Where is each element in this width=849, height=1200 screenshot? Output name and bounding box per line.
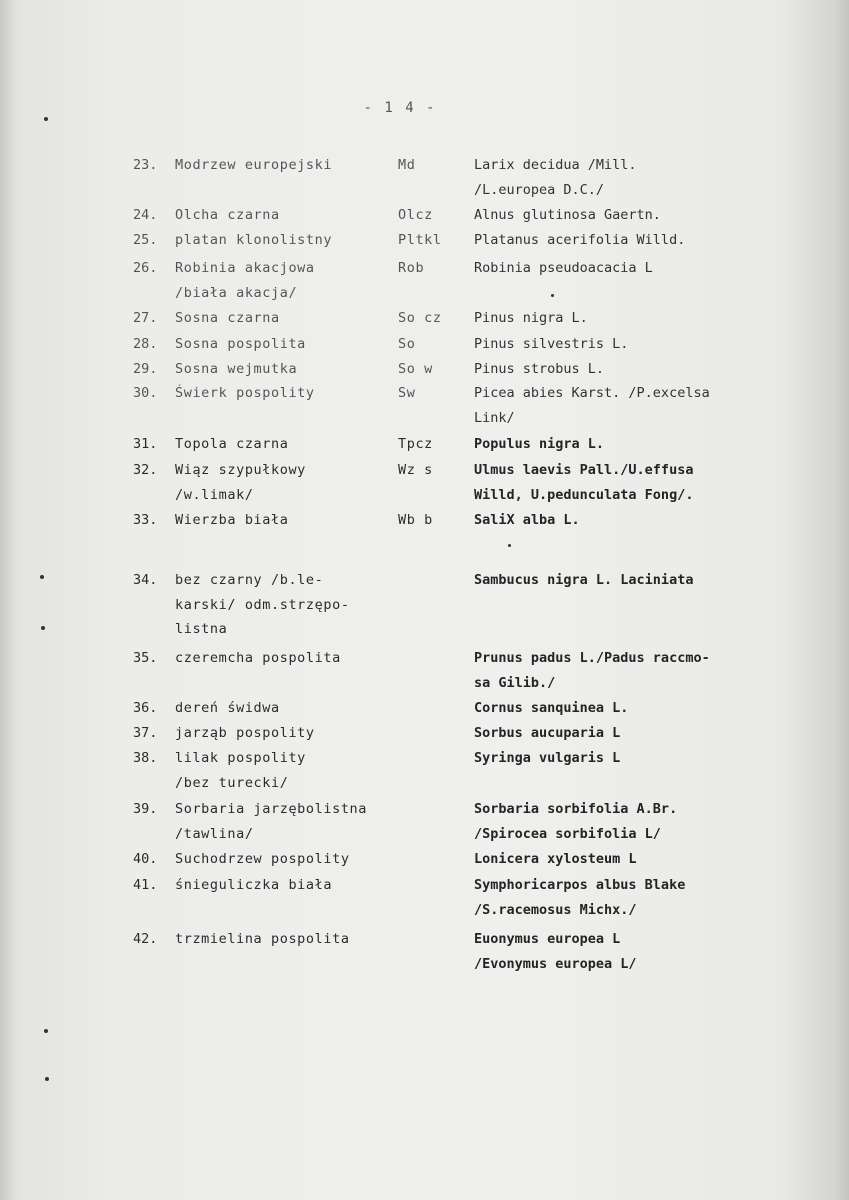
abbreviation: Rob <box>398 260 425 276</box>
latin-name: Symphoricarpos albus Blake /S.racemosus Michx./ <box>474 877 686 918</box>
polish-name: Wiąz szypułkowy /w.limak/ <box>175 462 306 503</box>
abbreviation: Olcz <box>398 207 433 223</box>
latin-name: Picea abies Karst. /P.excelsa Link/ <box>474 385 710 426</box>
entry-number: 42. <box>133 931 158 947</box>
polish-name: Sosna pospolita <box>175 336 306 352</box>
polish-name: Olcha czarna <box>175 207 280 223</box>
entry-number: 27. <box>133 310 158 326</box>
latin-name: Euonymus europea L /Evonymus europea L/ <box>474 931 637 972</box>
latin-name: Pinus nigra L. <box>474 310 588 326</box>
scan-speck <box>508 544 511 547</box>
latin-name: Larix decidua /Mill. /L.europea D.C./ <box>474 157 637 198</box>
abbreviation: So <box>398 336 416 352</box>
entry-number: 31. <box>133 436 158 452</box>
entry-number: 26. <box>133 260 158 276</box>
latin-name: Populus nigra L. <box>474 436 605 452</box>
latin-name: Sambucus nigra L. Laciniata <box>474 572 694 588</box>
entry-number: 35. <box>133 650 158 666</box>
entry-number: 34. <box>133 572 158 588</box>
polish-name: trzmielina pospolita <box>175 931 350 947</box>
entry-number: 25. <box>133 232 158 248</box>
polish-name: Świerk pospolity <box>175 385 315 401</box>
latin-name: Sorbaria sorbifolia A.Br. /Spirocea sorbifolia L/ <box>474 801 678 842</box>
polish-name: Topola czarna <box>175 436 289 452</box>
entry-number: 33. <box>133 512 158 528</box>
entry-number: 39. <box>133 801 158 817</box>
polish-name: jarząb pospolity <box>175 725 315 741</box>
entry-number: 24. <box>133 207 158 223</box>
latin-name: Platanus acerifolia Willd. <box>474 232 686 248</box>
polish-name: dereń świdwa <box>175 700 280 716</box>
polish-name: Wierzba biała <box>175 512 289 528</box>
abbreviation: So cz <box>398 310 442 326</box>
latin-name: Syringa vulgaris L <box>474 750 621 766</box>
entry-number: 38. <box>133 750 158 766</box>
polish-name: platan klonolistny <box>175 232 333 248</box>
latin-name: Robinia pseudoacacia L <box>474 260 653 276</box>
abbreviation: Pltkl <box>398 232 442 248</box>
polish-name: Suchodrzew pospolity <box>175 851 350 867</box>
entry-number: 36. <box>133 700 158 716</box>
scan-speck <box>40 575 44 579</box>
latin-name: Cornus sanquinea L. <box>474 700 629 716</box>
latin-name: Prunus padus L./Padus raccmo- sa Gilib./ <box>474 650 710 691</box>
polish-name: bez czarny /b.le- karski/ odm.strzępo- listna <box>175 572 350 637</box>
entry-number: 37. <box>133 725 158 741</box>
latin-name: Ulmus laevis Pall./U.effusa Willd, U.pedunculata Fong/. <box>474 462 694 503</box>
polish-name: Sosna wejmutka <box>175 361 298 377</box>
scan-speck <box>41 626 45 630</box>
abbreviation: Wb b <box>398 512 433 528</box>
latin-name: SaliX alba L. <box>474 512 580 528</box>
scan-speck <box>44 1029 48 1033</box>
abbreviation: So w <box>398 361 433 377</box>
latin-name: Sorbus aucuparia L <box>474 725 621 741</box>
entry-number: 28. <box>133 336 158 352</box>
polish-name: Sosna czarna <box>175 310 280 326</box>
abbreviation: Md <box>398 157 416 173</box>
polish-name: czeremcha pospolita <box>175 650 341 666</box>
scan-speck <box>44 117 48 121</box>
polish-name: Modrzew europejski <box>175 157 333 173</box>
abbreviation: Sw <box>398 385 416 401</box>
entry-number: 40. <box>133 851 158 867</box>
polish-name: lilak pospolity /bez turecki/ <box>175 750 306 791</box>
polish-name: śnieguliczka biała <box>175 877 333 893</box>
entry-number: 30. <box>133 385 158 401</box>
latin-name: Pinus strobus L. <box>474 361 605 377</box>
entry-number: 41. <box>133 877 158 893</box>
polish-name: Robinia akacjowa /biała akacja/ <box>175 260 315 301</box>
page-number: - 1 4 - <box>363 100 437 116</box>
abbreviation: Wz s <box>398 462 433 478</box>
latin-name: Pinus silvestris L. <box>474 336 629 352</box>
abbreviation: Tpcz <box>398 436 433 452</box>
latin-name: Alnus glutinosa Gaertn. <box>474 207 661 223</box>
scan-speck <box>551 294 554 297</box>
entry-number: 32. <box>133 462 158 478</box>
latin-name: Lonicera xylosteum L <box>474 851 637 867</box>
entry-number: 29. <box>133 361 158 377</box>
polish-name: Sorbaria jarzębolistna /tawlina/ <box>175 801 368 842</box>
scan-speck <box>45 1077 49 1081</box>
entry-number: 23. <box>133 157 158 173</box>
